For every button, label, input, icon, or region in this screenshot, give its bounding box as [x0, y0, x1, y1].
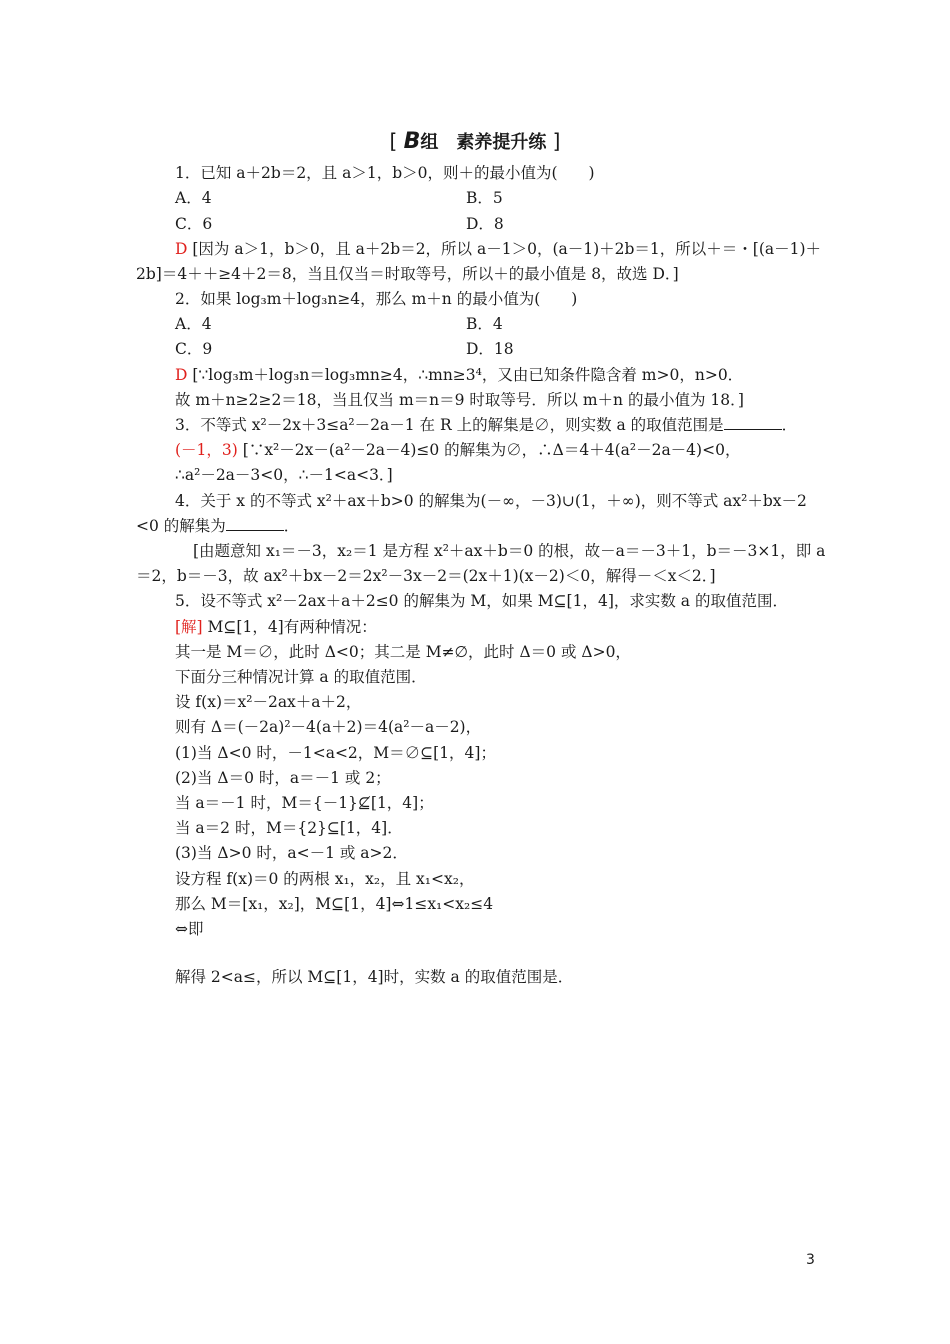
q3-answer: (－1，3): [175, 441, 238, 459]
q2-option-d: D．18: [466, 340, 514, 358]
q1-option-a: A．4: [175, 189, 212, 207]
q2-option-c: C．9: [175, 340, 213, 358]
q5-solution-line: 下面分三种情况计算 a 的取值范围．: [175, 668, 427, 686]
q2-solution-line: [175, 364, 743, 386]
q5-solution-line: (2)当 Δ＝0 时，a＝－1 或 2；: [175, 769, 391, 787]
q5-solution-tag: [解]: [175, 618, 203, 636]
title-group-letter: B: [403, 129, 421, 154]
title-bracket-right: ]: [552, 129, 561, 153]
q5-solution-line: 则有 Δ＝(－2a)²－4(a＋2)＝4(a²－a－2)，: [175, 718, 482, 736]
page-number: 3: [806, 1252, 815, 1268]
q1-stem: 1．已知 a＋2b＝2，且 a＞1，b＞0，则＋的最小值为( ): [175, 164, 595, 182]
q5-solution-line: ⇔即: [175, 920, 204, 938]
q1-option-c: C．6: [175, 215, 213, 233]
q5-solution-line: 那么 M＝[x₁，x₂]，M⊆[1，4]⇔1≤x₁<x₂≤4: [175, 895, 494, 913]
q5-stem: 5．设不等式 x²－2ax＋a＋2≤0 的解集为 M，如果 M⊆[1，4]，求实数 a 的取值范围．: [175, 592, 788, 610]
q1-answer: D: [175, 240, 188, 258]
q2-answer: D: [175, 366, 188, 384]
q5-solution-line: 当 a＝2 时，M＝{2}⊆[1，4]．: [175, 819, 403, 837]
q3-stem-line: [175, 414, 797, 436]
q5-solution-text: M⊆[1，4]有两种情况：: [207, 618, 377, 636]
q3-answer-blank: [724, 415, 782, 430]
q4-stem-end: ．: [283, 517, 300, 535]
q5-solution-line: (1)当 Δ<0 时，－1<a<2，M＝∅⊆[1，4]；: [175, 744, 496, 762]
q4-answer-blank: [226, 516, 284, 531]
q2-option-b: B．4: [466, 315, 503, 333]
q1-option-b: B．5: [466, 189, 503, 207]
q5-solution-line: 设方程 f(x)＝0 的两根 x₁，x₂，且 x₁<x₂，: [175, 870, 475, 888]
q3-solution-line2: ∴a²－2a－3<0，∴－1<a<3．]: [175, 466, 393, 484]
q2-stem: 2．如果 log₃m＋log₃n≥4，那么 m＋n 的最小值为( ): [175, 290, 578, 308]
q4-stem-line1: 4．关于 x 的不等式 x²＋ax＋b>0 的解集为(－∞，－3)∪(1，＋∞)，则不等式 ax²＋bx－2: [175, 492, 807, 510]
q5-solution-line: (3)当 Δ>0 时，a<－1 或 a>2．: [175, 844, 408, 862]
title-group-text: 组 素养提升练: [420, 132, 547, 153]
q3-solution-line: [175, 439, 740, 461]
q5-conclusion-line: 解得 2<a≤，所以 M⊆[1，4]时，实数 a 的取值范围是．: [175, 968, 574, 986]
q3-stem-end: ．: [781, 416, 798, 434]
q1-solution-text: [因为 a＞1，b＞0，且 a＋2b＝2，所以 a－1＞0，(a－1)＋2b＝1，所以＋＝・[(a－1)＋: [192, 240, 822, 258]
q4-solution-line1: [由题意知 x₁＝－3，x₂＝1 是方程 x²＋ax＋b＝0 的根，故－a＝－3＋1，b＝－3×1，即 a: [193, 542, 826, 560]
q4-stem-line2: [136, 515, 299, 537]
q4-stem: <0 的解集为: [136, 517, 226, 535]
q5-solution-line: 设 f(x)＝x²－2ax＋a＋2，: [175, 693, 362, 711]
q4-solution-line2: ＝2，b＝－3，故 ax²＋bx－2＝2x²－3x－2＝(2x＋1)(x－2)＜0，解得－＜x＜2．]: [136, 567, 716, 585]
q3-solution-text: [∵x²－2x－(a²－2a－4)≤0 的解集为∅，∴Δ＝4＋4(a²－2a－4)<0，: [242, 441, 741, 459]
q5-solution-line: 当 a＝－1 时，M＝{－1}⊈[1，4]；: [175, 794, 434, 812]
q2-solution-line2: 故 m＋n≥2≥2＝18，当且仅当 m＝n＝9 时取等号．所以 m＋n 的最小值为 18．]: [175, 391, 744, 409]
title-bracket-left: [: [389, 129, 398, 153]
q1-solution-line: [175, 238, 821, 260]
q2-option-a: A．4: [175, 315, 212, 333]
q1-solution-line2: 2b]＝4＋＋≥4＋2＝8，当且仅当＝时取等号，所以＋的最小值是 8，故选 D．]: [136, 265, 679, 283]
q2-solution-text: [∵log₃m＋log₃n＝log₃mn≥4，∴mn≥3⁴，又由已知条件隐含着 m>0，n>0．: [192, 366, 744, 384]
q1-option-d: D．8: [466, 215, 504, 233]
q5-solution-line: [175, 616, 377, 638]
section-title: [0, 128, 950, 154]
q3-stem: 3．不等式 x²－2x＋3≤a²－2a－1 在 R 上的解集是∅，则实数 a 的取值范围是: [175, 416, 724, 434]
q5-solution-line: 其一是 M＝∅，此时 Δ<0；其二是 M≠∅，此时 Δ＝0 或 Δ>0，: [175, 643, 631, 661]
